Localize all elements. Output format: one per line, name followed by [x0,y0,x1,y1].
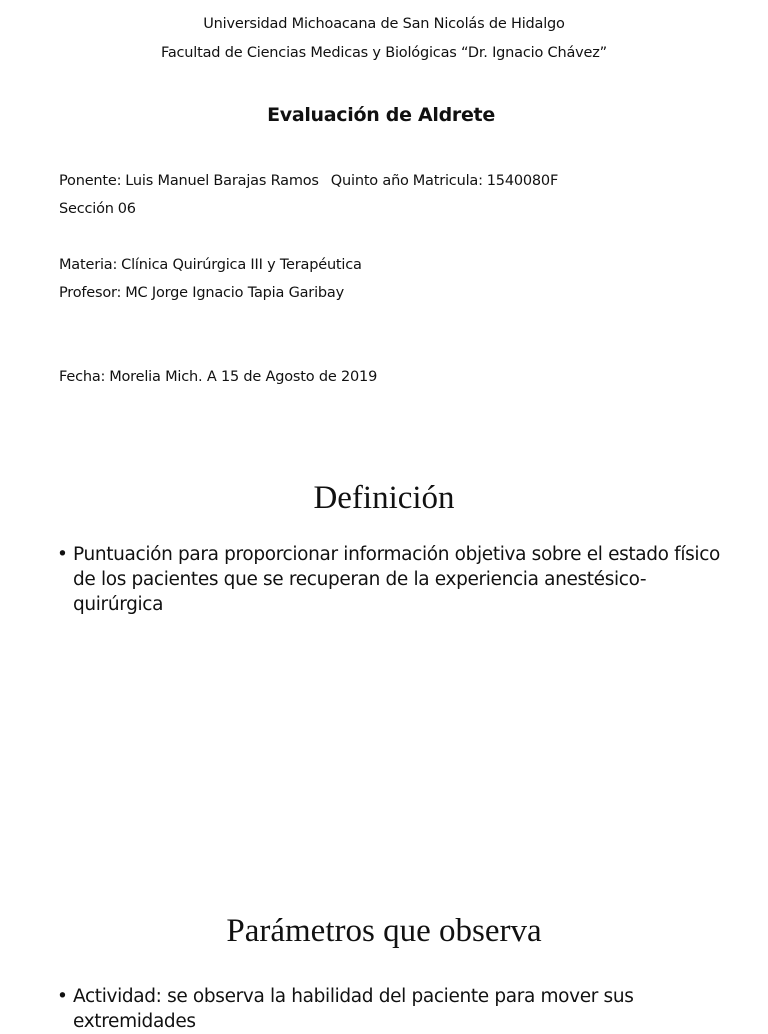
list-item [57,542,727,617]
definition-title: Definición [313,480,455,516]
bullet-icon: • [57,986,68,1007]
document-title: Evaluación de Aldrete [267,104,495,126]
list-item [57,984,727,1034]
subject-line [59,256,362,274]
date-line [59,368,377,386]
enrollment-value: 1540080F [486,173,559,189]
presenter-label: Ponente: [59,173,122,189]
year-label: Quinto año [330,173,409,189]
date-value: Morelia Mich. A 15 de Agosto de 2019 [109,369,378,385]
definition-text: Puntuación para proporcionar información objetiva sobre el estado físico de los pacientes que se recuperan de la experiencia anestésico-quirúrgica [73,544,720,615]
parameters-text: Actividad: se observa la habilidad del paciente para mover sus extremidades [73,986,634,1032]
university-name: Universidad Michoacana de San Nicolás de Hidalgo [203,16,565,32]
date-label: Fecha: [59,369,106,385]
professor-line [59,284,344,302]
section-value: 06 [117,201,136,217]
section-label: Sección [59,201,114,217]
professor-label: Profesor: [59,285,122,301]
professor-value: MC Jorge Ignacio Tapia Garibay [125,285,344,301]
section-line [59,200,136,218]
bullet-icon: • [57,544,68,565]
subject-label: Materia: [59,257,118,273]
subject-value: Clínica Quirúrgica III y Terapéutica [121,257,362,273]
parameters-bullet-list [57,984,727,1034]
parameters-title: Parámetros que observa [226,913,542,949]
presenter-name: Luis Manuel Barajas Ramos [125,173,319,189]
enrollment-label: Matricula: [412,173,483,189]
definition-bullet-list [57,542,727,617]
presenter-line [59,172,558,190]
faculty-name: Facultad de Ciencias Medicas y Biológicas “Dr. Ignacio Chávez” [161,45,607,61]
